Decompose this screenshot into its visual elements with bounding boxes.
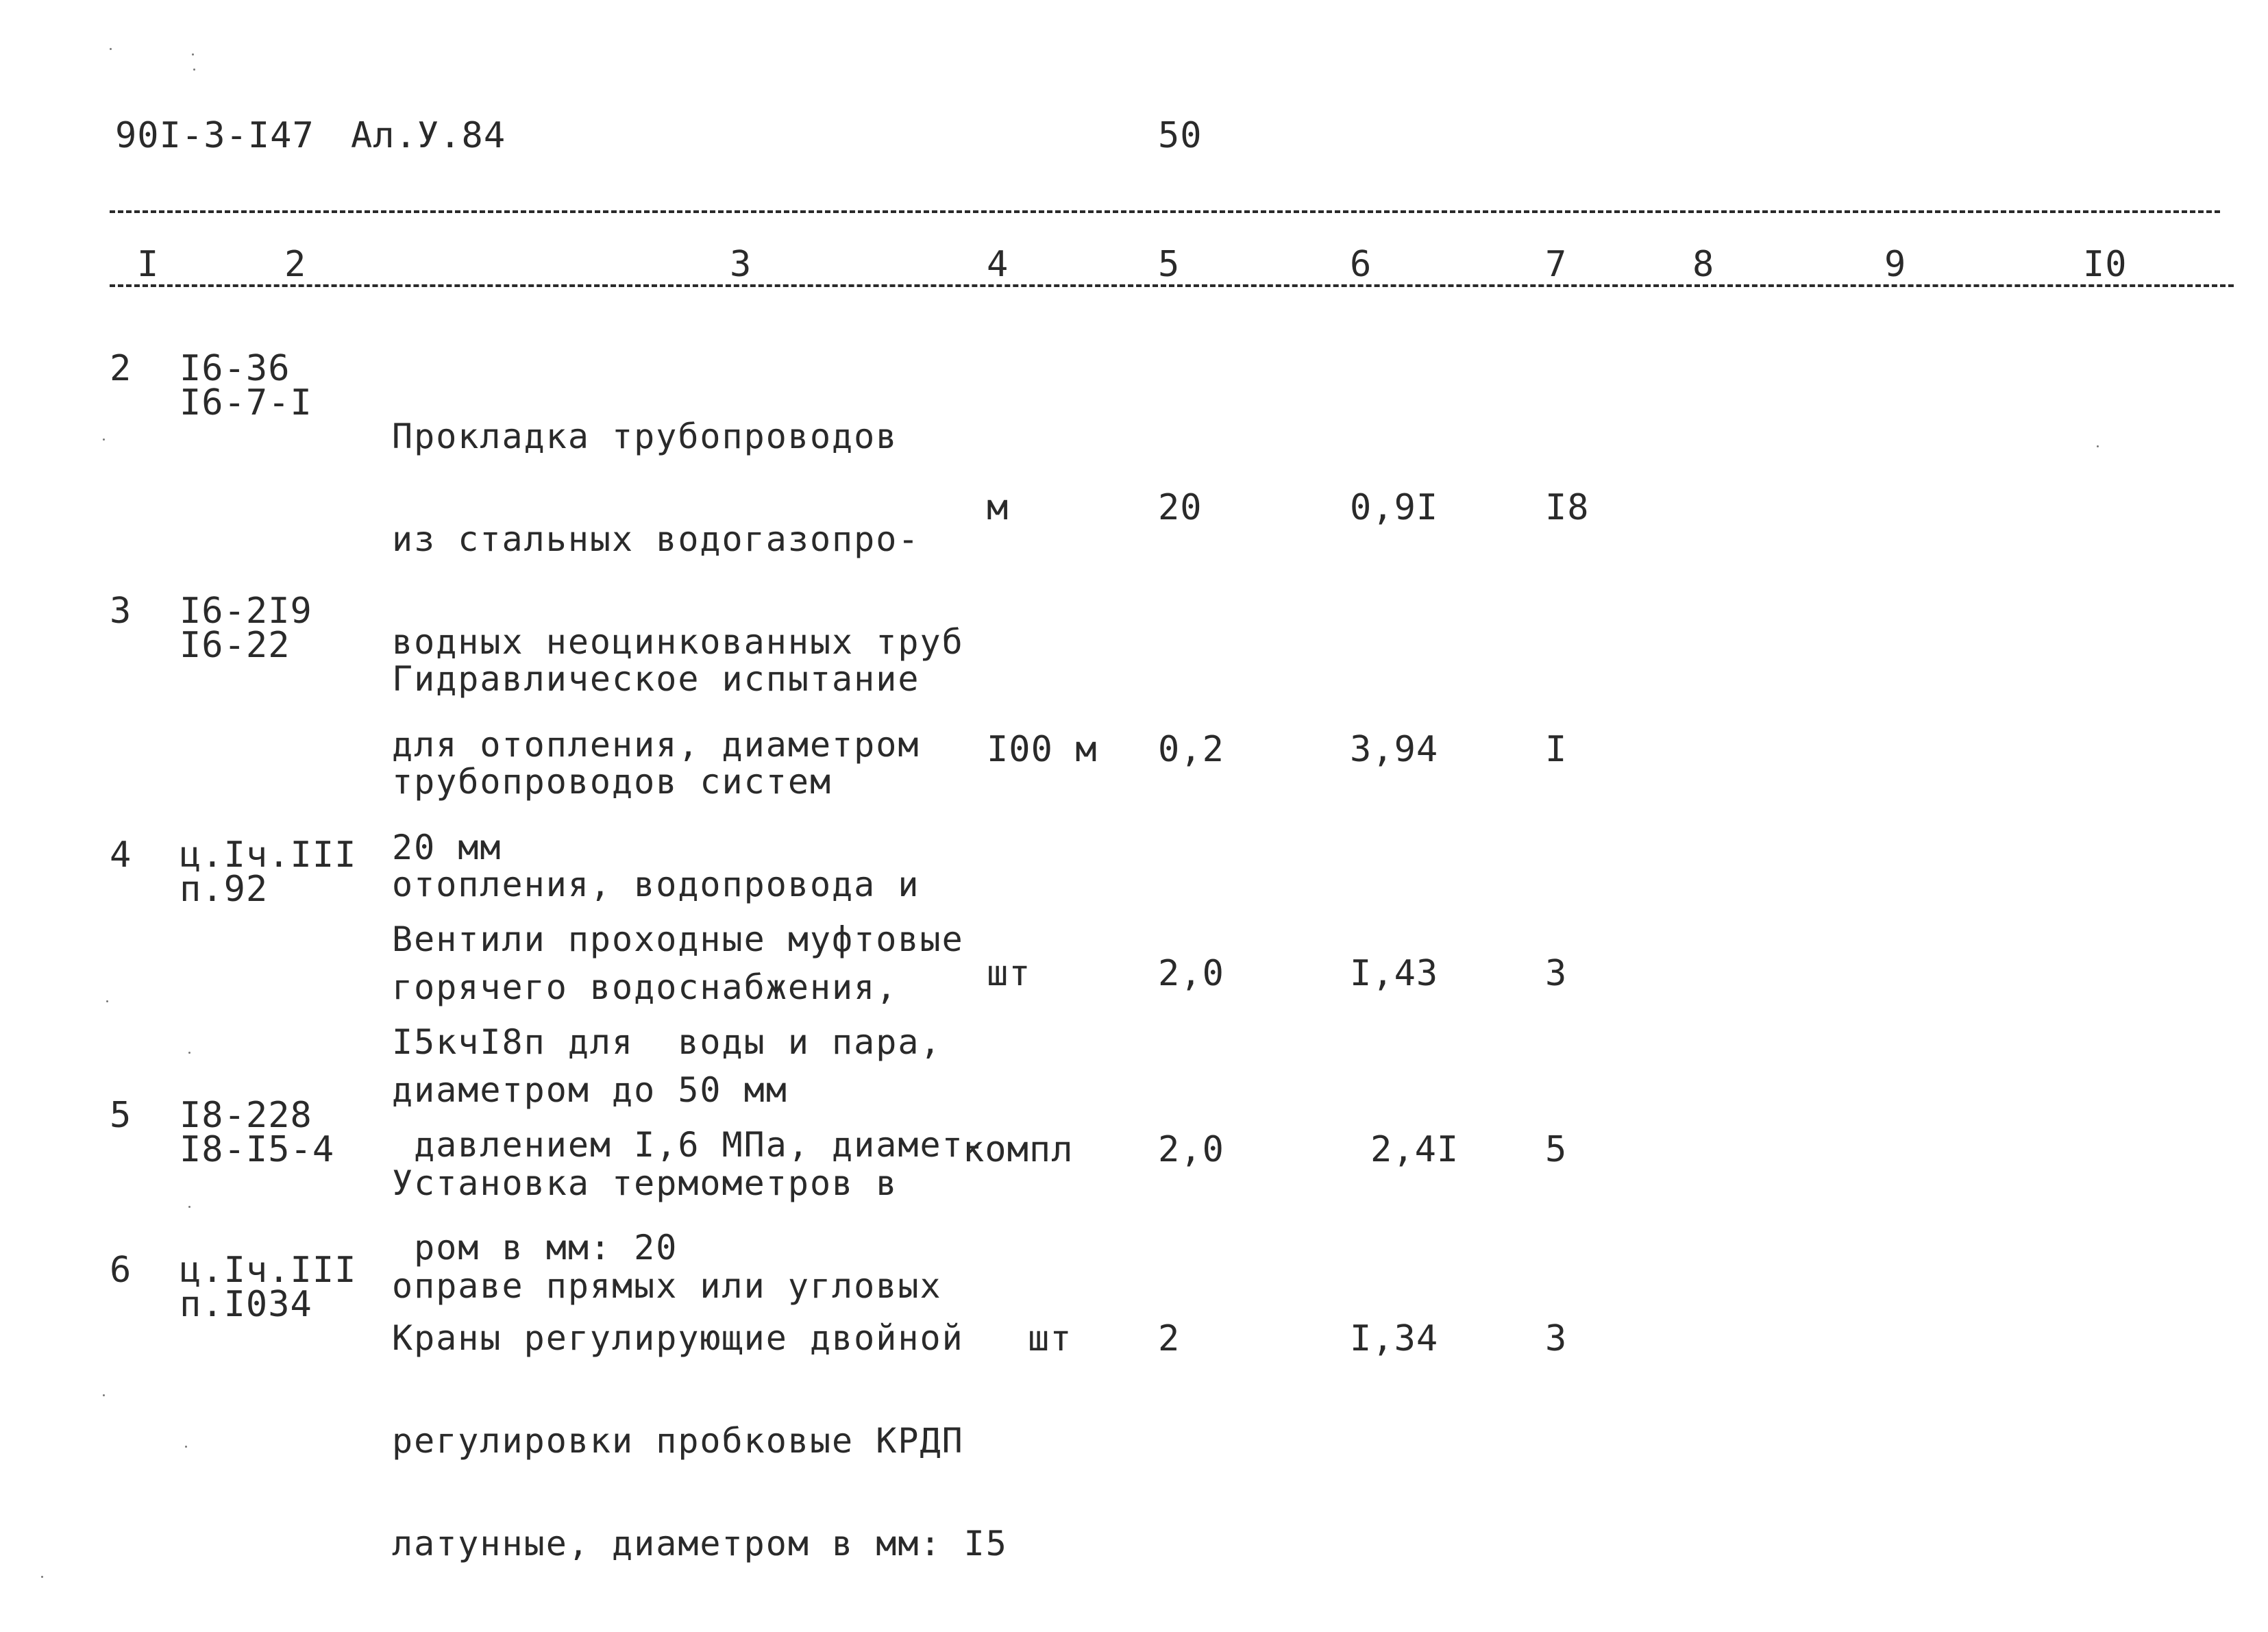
column-header-9: 9 (1884, 244, 1907, 285)
row-total: 5 (1545, 1129, 1568, 1170)
row-quantity: 2,0 (1158, 1129, 1224, 1170)
row-total: 3 (1545, 953, 1568, 994)
page-number: 50 (1158, 115, 1203, 156)
row-unit: шт (987, 953, 1031, 994)
row-unit: I00 м (987, 729, 1098, 770)
sheet-label: Ал.У.84 (351, 115, 506, 156)
top-dashed-rule (110, 210, 2220, 213)
row-code: п.I034 (180, 1284, 312, 1325)
row-number: 2 (110, 348, 132, 389)
row-code: I6-22 (180, 625, 291, 666)
row-number: 3 (110, 591, 132, 632)
row-quantity: 2,0 (1158, 953, 1224, 994)
column-header-4: 4 (987, 244, 1009, 285)
row-unit: м (987, 487, 1009, 528)
scan-speck (103, 1394, 105, 1396)
description-line: Установка термометров в (392, 1163, 898, 1203)
row-total: I (1545, 729, 1568, 770)
scan-speck (193, 69, 195, 71)
row-norm: 3,94 (1350, 729, 1439, 770)
row-code: I6-2I9 (180, 591, 312, 632)
row-norm: I,34 (1350, 1318, 1439, 1359)
description-line: Вентили проходные муфтовые (392, 919, 964, 959)
row-total: 3 (1545, 1318, 1568, 1359)
row-code: I8-228 (180, 1095, 312, 1136)
column-header-10: I0 (2083, 244, 2128, 285)
description-line: давлением I,6 МПа, диамет- (392, 1125, 986, 1165)
scan-speck (106, 1000, 108, 1002)
row-code: I6-36 (180, 348, 291, 389)
description-line: латунные, диаметром в мм: I5 (392, 1524, 1008, 1563)
row-unit: шт (1028, 1318, 1072, 1359)
description-line: Гидравлическое испытание (392, 659, 920, 699)
scan-speck (103, 438, 105, 441)
scan-speck (188, 1206, 190, 1208)
description-line: оправе прямых или угловых (392, 1266, 942, 1306)
description-line: Прокладка трубопроводов (392, 417, 898, 456)
description-line: регулировки пробковые КРДП (392, 1421, 964, 1461)
description-line: ром в мм: 20 (392, 1228, 678, 1268)
row-description (392, 1252, 1008, 1629)
row-code: I6-7-I (180, 382, 312, 423)
description-line: I5кчI8п для воды и пара, (392, 1022, 942, 1062)
column-header-7: 7 (1545, 244, 1568, 285)
description-line: горячего водоснабжения, (392, 967, 898, 1007)
description-line: отопления, водопровода и (392, 865, 920, 904)
row-quantity: 2 (1158, 1318, 1181, 1359)
row-unit: компл (963, 1129, 1074, 1170)
scan-speck (188, 1052, 190, 1054)
description-line: для отопления, диаметром (392, 725, 920, 765)
column-header-5: 5 (1158, 244, 1181, 285)
scan-speck (185, 1446, 187, 1448)
scan-speck (192, 53, 194, 55)
row-number: 6 (110, 1250, 132, 1291)
description-line: трубопроводов систем (392, 762, 833, 802)
row-code: п.92 (180, 869, 269, 910)
description-line: Краны регулирующие двойной (392, 1318, 964, 1358)
scan-speck (110, 48, 112, 50)
row-code: ц.Iч.III (180, 1250, 357, 1291)
row-norm: I,43 (1350, 953, 1439, 994)
description-line: 20 мм (392, 828, 502, 867)
row-number: 5 (110, 1095, 132, 1136)
scan-speck (2097, 445, 2099, 447)
row-quantity: 0,2 (1158, 729, 1224, 770)
description-line: диаметром до 50 мм (392, 1070, 788, 1110)
column-header-2: 2 (284, 244, 307, 285)
row-total: I8 (1545, 487, 1590, 528)
doc-code: 90I-3-I47 (115, 115, 315, 156)
column-header-6: 6 (1350, 244, 1372, 285)
column-header-1: I (137, 244, 160, 285)
description-line: водных неоцинкованных труб (392, 622, 964, 662)
row-norm: 2,4I (1370, 1129, 1459, 1170)
row-norm: 0,9I (1350, 487, 1439, 528)
column-header-3: 3 (730, 244, 752, 285)
scan-speck (41, 1576, 43, 1578)
row-quantity: 20 (1158, 487, 1203, 528)
column-header-8: 8 (1692, 244, 1715, 285)
description-line: из стальных водогазопро- (392, 519, 920, 559)
row-code: I8-I5-4 (180, 1129, 335, 1170)
row-code: ц.Iч.III (180, 834, 357, 876)
row-number: 4 (110, 834, 132, 876)
